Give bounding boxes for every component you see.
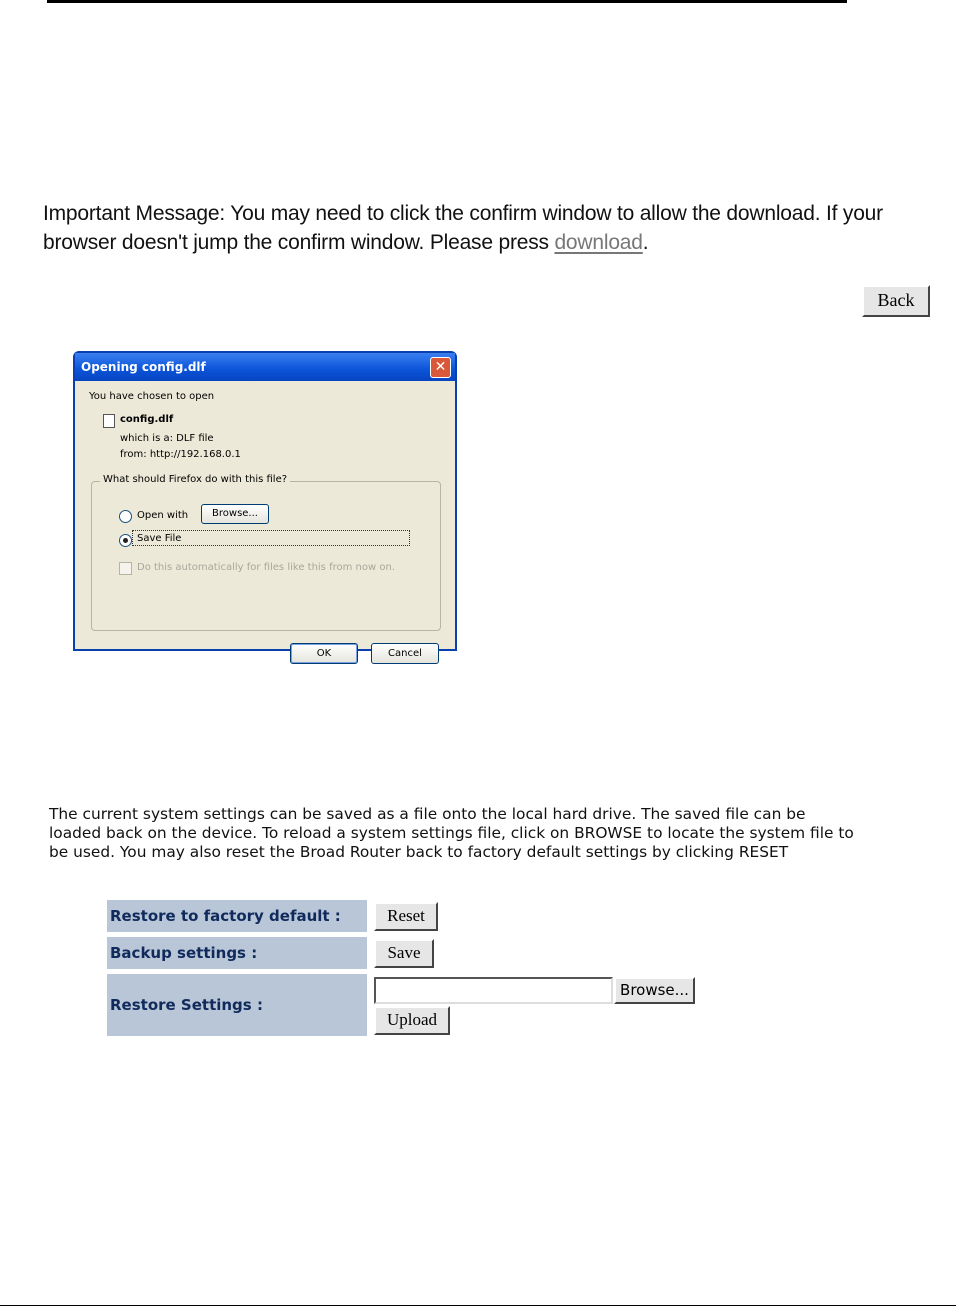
dialog-chosen-text: You have chosen to open: [89, 391, 215, 402]
upload-button[interactable]: Upload: [374, 1006, 450, 1035]
save-file-radio[interactable]: [119, 534, 132, 547]
dialog-cancel-button[interactable]: Cancel: [371, 643, 439, 664]
back-button[interactable]: Back: [862, 285, 930, 317]
bottom-rule: [0, 1305, 956, 1306]
dialog-file-type: which is a: DLF file: [120, 433, 214, 444]
dialog-question: What should Firefox do with this file?: [100, 474, 290, 485]
dialog-file-name: config.dlf: [120, 414, 174, 425]
firefox-open-dialog: [73, 351, 457, 659]
dialog-browse-button[interactable]: Browse...: [201, 504, 269, 524]
backup-settings-label: Backup settings :: [107, 937, 367, 969]
open-with-label: Open with: [137, 510, 189, 521]
restore-file-input[interactable]: [374, 977, 613, 1004]
open-with-radio[interactable]: [119, 510, 132, 523]
close-icon[interactable]: ✕: [430, 357, 451, 378]
dialog-action-group: [91, 474, 441, 631]
auto-checkbox[interactable]: [119, 562, 132, 575]
dialog-file-from: from: http://192.168.0.1: [120, 449, 241, 460]
download-link[interactable]: download: [554, 231, 643, 254]
dialog-ok-button[interactable]: OK: [290, 643, 358, 664]
important-message: Important Message: You may need to click the confirm window to allow the download. If your browser doesn't jump the confirm window. Please press download.: [43, 202, 883, 254]
save-button[interactable]: Save: [374, 939, 434, 968]
browse-button[interactable]: Browse...: [614, 977, 695, 1004]
dialog-title-bar: [75, 353, 455, 381]
reset-button[interactable]: Reset: [374, 902, 438, 931]
restore-default-label: Restore to factory default :: [107, 900, 367, 932]
top-rule: [47, 0, 847, 3]
save-file-label: Save File: [132, 530, 410, 546]
auto-checkbox-label: Do this automatically for files like this from now on.: [137, 562, 395, 573]
restore-settings-label: Restore Settings :: [107, 974, 367, 1036]
dialog-title: Opening config.dlf: [81, 360, 206, 374]
file-icon: [103, 414, 115, 428]
settings-description: The current system settings can be saved as a file onto the local hard drive. The saved file can be loaded back on the device. To reload a system settings file, click on BROWSE to locate the system file to be used. You may also reset the Broad Router back to factory default settings by clicking RESET: [49, 805, 854, 861]
